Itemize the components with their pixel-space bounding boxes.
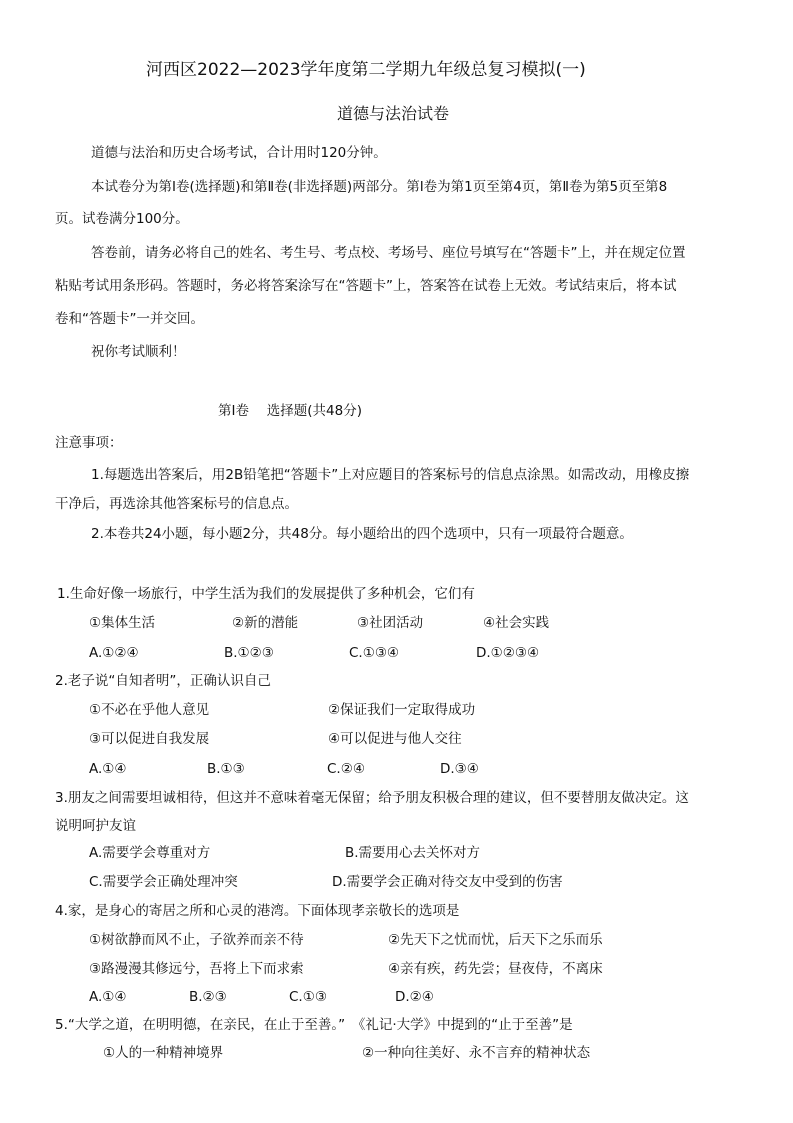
question-3-choice-d: D.需要学会正确对待交友中受到的伤害 [332,874,563,890]
question-2-choice-b: B.①③ [207,761,245,777]
question-1-item: ③社团活动 [357,615,424,631]
question-2-item: ④可以促进与他人交往 [328,731,462,747]
notice-label: 注意事项： [55,435,123,451]
question-5-item: ①人的一种精神境界 [103,1045,224,1061]
intro-paragraph-4: 祝你考试顺利！ [91,344,186,360]
question-2-choice-d: D.③④ [440,761,479,777]
notice-item-2: 2.本卷共24小题，每小题2分，共48分。每小题给出的四个选项中，只有一项最符合题意。 [91,526,633,542]
intro-paragraph-2-line-1: 本试卷分为第Ⅰ卷(选择题)和第Ⅱ卷(非选择题)两部分。第Ⅰ卷为第1页至第4页，第Ⅱ卷为第5页至第8 [91,179,668,195]
question-4-item: ④亲有疾，药先尝；昼夜侍，不离床 [388,961,603,977]
section-title: 第Ⅰ卷 选择题(共48分) [218,403,362,419]
question-4-choice-c: C.①③ [289,989,327,1005]
question-1-choice-c: C.①③④ [349,645,400,661]
question-1-item: ①集体生活 [89,615,156,631]
question-2-choice-c: C.②④ [327,761,365,777]
question-4-item: ③路漫漫其修远兮，吾将上下而求索 [89,961,304,977]
intro-paragraph-3-line-1: 答卷前，请务必将自己的姓名、考生号、考点校、考场号、座位号填写在“答题卡”上，并在规定位置 [91,245,686,261]
question-5-item: ②一种向往美好、永不言弃的精神状态 [362,1045,591,1061]
page-title: 河西区2022—2023学年度第二学期九年级总复习模拟(一) [146,60,586,80]
intro-paragraph-2-line-2: 页。试卷满分100分。 [55,211,189,227]
question-3-stem-line-2: 说明呵护友谊 [55,818,136,834]
question-3-choice-c: C.需要学会正确处理冲突 [89,874,238,890]
question-1-stem: 1.生命好像一场旅行，中学生活为我们的发展提供了多种机会，它们有 [57,586,475,602]
question-2-item: ②保证我们一定取得成功 [328,702,476,718]
question-2-item: ③可以促进自我发展 [89,731,210,747]
question-4-item: ①树欲静而风不止，子欲养而亲不待 [89,932,304,948]
intro-paragraph-3-line-2: 粘贴考试用条形码。答题时，务必将答案涂写在“答题卡”上，答案答在试卷上无效。考试结束后，将本试 [55,278,677,294]
question-4-choice-b: B.②③ [189,989,227,1005]
question-1-choice-a: A.①②④ [89,645,139,661]
notice-item-1-line-1: 1.每题选出答案后，用2B铅笔把“答题卡”上对应题目的答案标号的信息点涂黑。如需改动，用橡皮擦 [91,467,690,483]
question-4-choice-a: A.①④ [89,989,127,1005]
question-4-item: ②先天下之忧而忧，后天下之乐而乐 [388,932,603,948]
notice-item-1-line-2: 干净后，再选涂其他答案标号的信息点。 [55,496,298,512]
question-1-choice-b: B.①②③ [224,645,274,661]
question-3-stem-line-1: 3.朋友之间需要坦诚相待，但这并不意味着毫无保留；给予朋友积极合理的建议，但不要替朋友做决定。这 [55,790,689,806]
question-4-choice-d: D.②④ [395,989,434,1005]
question-4-stem: 4.家，是身心的寄居之所和心灵的港湾。下面体现孝亲敬长的选项是 [55,903,460,919]
intro-paragraph-1: 道德与法治和历史合场考试，合计用时120分钟。 [91,145,387,161]
question-1-choice-d: D.①②③④ [476,645,540,661]
question-3-choice-b: B.需要用心去关怀对方 [345,845,481,861]
question-5-stem: 5.“大学之道，在明明德，在亲民，在止于至善。” 《礼记·大学》中提到的“止于至善”是 [55,1017,573,1033]
page-subtitle: 道德与法治试卷 [337,104,450,123]
question-2-stem: 2.老子说“自知者明”，正确认识自己 [55,673,271,689]
intro-paragraph-3-line-3: 卷和“答题卡”一并交回。 [55,311,204,327]
question-1-item: ②新的潜能 [232,615,299,631]
question-1-item: ④社会实践 [483,615,550,631]
question-2-item: ①不必在乎他人意见 [89,702,210,718]
question-2-choice-a: A.①④ [89,761,127,777]
question-3-choice-a: A.需要学会尊重对方 [89,845,211,861]
